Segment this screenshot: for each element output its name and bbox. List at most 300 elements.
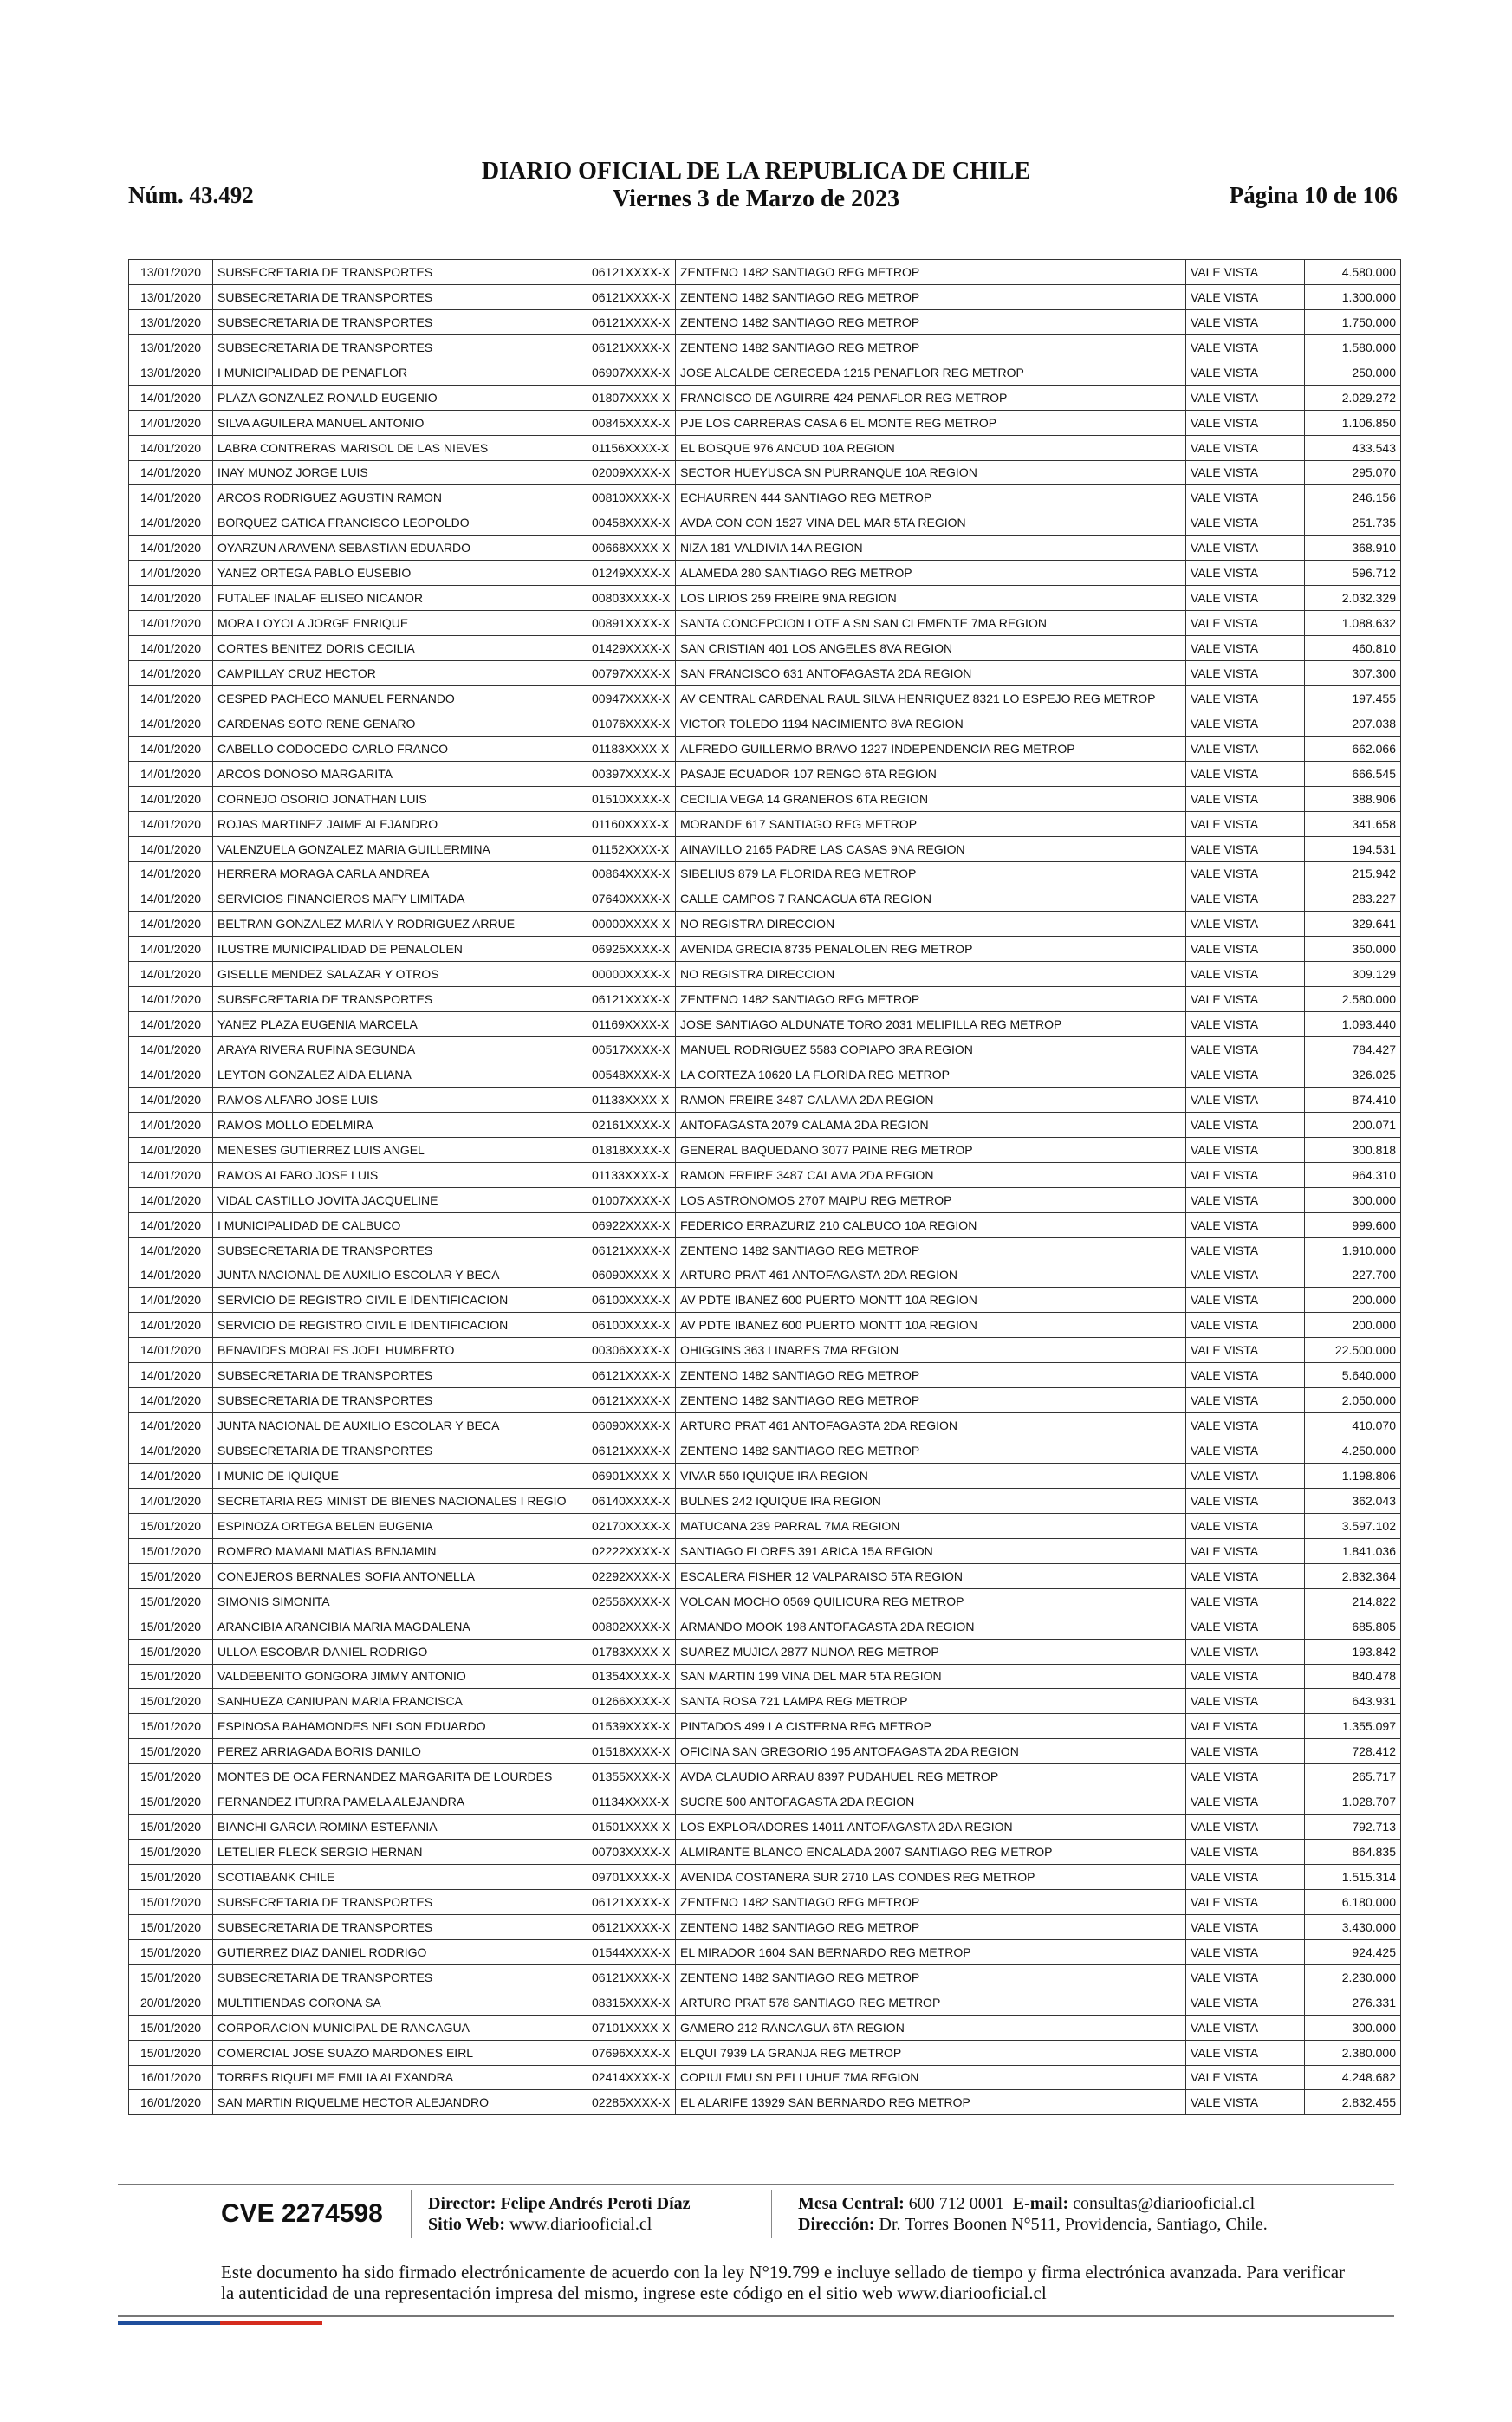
date-cell: 13/01/2020 xyxy=(129,260,213,285)
payment-type-cell: VALE VISTA xyxy=(1186,1764,1305,1789)
address-cell: ZENTENO 1482 SANTIAGO REG METROP xyxy=(676,1914,1186,1939)
table-row xyxy=(129,1037,1401,1062)
address-cell: ALAMEDA 280 SANTIAGO REG METROP xyxy=(676,561,1186,586)
beneficiary-cell: INAY MUNOZ JORGE LUIS xyxy=(213,460,587,485)
payment-type-cell: VALE VISTA xyxy=(1186,1964,1305,1990)
beneficiary-cell: ESPINOSA BAHAMONDES NELSON EDUARDO xyxy=(213,1714,587,1739)
address-cell: ELQUI 7939 LA GRANJA REG METROP xyxy=(676,2040,1186,2065)
address-cell: FRANCISCO DE AGUIRRE 424 PENAFLOR REG METROP xyxy=(676,385,1186,410)
beneficiary-cell: SILVA AGUILERA MANUEL ANTONIO xyxy=(213,410,587,435)
beneficiary-cell: SUBSECRETARIA DE TRANSPORTES xyxy=(213,284,587,309)
date-cell: 15/01/2020 xyxy=(129,1865,213,1890)
table-row xyxy=(129,836,1401,861)
rut-cell: 01510XXXX-X xyxy=(587,786,676,811)
payment-type-cell: VALE VISTA xyxy=(1186,485,1305,510)
director-label: Director: xyxy=(428,2194,496,2213)
rut-cell: 06121XXXX-X xyxy=(587,1363,676,1388)
beneficiary-cell: PEREZ ARRIAGADA BORIS DANILO xyxy=(213,1739,587,1764)
payment-type-cell: VALE VISTA xyxy=(1186,786,1305,811)
issue-number: Núm. 43.492 xyxy=(128,182,254,208)
date-cell: 15/01/2020 xyxy=(129,1964,213,1990)
payment-type-cell: VALE VISTA xyxy=(1186,1588,1305,1614)
date-cell: 15/01/2020 xyxy=(129,1538,213,1563)
date-cell: 14/01/2020 xyxy=(129,1087,213,1112)
amount-cell: 250.000 xyxy=(1305,360,1401,385)
beneficiary-cell: RAMOS ALFARO JOSE LUIS xyxy=(213,1087,587,1112)
date-cell: 14/01/2020 xyxy=(129,685,213,711)
rut-cell: 00891XXXX-X xyxy=(587,611,676,636)
address-cell: PJE LOS CARRERAS CASA 6 EL MONTE REG METROP xyxy=(676,410,1186,435)
payment-type-cell: VALE VISTA xyxy=(1186,861,1305,886)
rut-cell: 06090XXXX-X xyxy=(587,1413,676,1438)
beneficiary-cell: SUBSECRETARIA DE TRANSPORTES xyxy=(213,1889,587,1914)
rut-cell: 02222XXXX-X xyxy=(587,1538,676,1563)
address-cell: ECHAURREN 444 SANTIAGO REG METROP xyxy=(676,485,1186,510)
address-cell: ZENTENO 1482 SANTIAGO REG METROP xyxy=(676,1363,1186,1388)
payment-type-cell: VALE VISTA xyxy=(1186,1614,1305,1639)
date-cell: 14/01/2020 xyxy=(129,1413,213,1438)
table-row xyxy=(129,912,1401,937)
rut-cell: 00668XXXX-X xyxy=(587,536,676,561)
table-row xyxy=(129,1789,1401,1815)
amount-cell: 1.198.806 xyxy=(1305,1464,1401,1489)
phone-number: 600 712 0001 xyxy=(908,2194,1004,2213)
address-cell: ZENTENO 1482 SANTIAGO REG METROP xyxy=(676,309,1186,334)
address-cell: JOSE ALCALDE CERECEDA 1215 PENAFLOR REG METROP xyxy=(676,360,1186,385)
date-cell: 14/01/2020 xyxy=(129,1137,213,1162)
beneficiary-cell: SUBSECRETARIA DE TRANSPORTES xyxy=(213,1237,587,1263)
beneficiary-cell: ARAYA RIVERA RUFINA SEGUNDA xyxy=(213,1037,587,1062)
payment-type-cell: VALE VISTA xyxy=(1186,1363,1305,1388)
date-cell: 14/01/2020 xyxy=(129,987,213,1012)
table-row xyxy=(129,1513,1401,1538)
date-cell: 14/01/2020 xyxy=(129,836,213,861)
address-cell: AVDA CLAUDIO ARRAU 8397 PUDAHUEL REG METROP xyxy=(676,1764,1186,1789)
date-cell: 15/01/2020 xyxy=(129,1563,213,1588)
payment-type-cell: VALE VISTA xyxy=(1186,1187,1305,1212)
amount-cell: 265.717 xyxy=(1305,1764,1401,1789)
beneficiary-cell: CABELLO CODOCEDO CARLO FRANCO xyxy=(213,736,587,761)
date-cell: 14/01/2020 xyxy=(129,912,213,937)
table-row xyxy=(129,2015,1401,2040)
address-cell: CALLE CAMPOS 7 RANCAGUA 6TA REGION xyxy=(676,886,1186,912)
beneficiary-cell: LETELIER FLECK SERGIO HERNAN xyxy=(213,1840,587,1865)
date-cell: 14/01/2020 xyxy=(129,1288,213,1313)
beneficiary-cell: ULLOA ESCOBAR DANIEL RODRIGO xyxy=(213,1639,587,1664)
rut-cell: 01133XXXX-X xyxy=(587,1087,676,1112)
amount-cell: 410.070 xyxy=(1305,1413,1401,1438)
address-cell: MORANDE 617 SANTIAGO REG METROP xyxy=(676,811,1186,836)
amount-cell: 3.597.102 xyxy=(1305,1513,1401,1538)
beneficiary-cell: SUBSECRETARIA DE TRANSPORTES xyxy=(213,1914,587,1939)
payment-type-cell: VALE VISTA xyxy=(1186,2090,1305,2115)
rut-cell: 00797XXXX-X xyxy=(587,661,676,686)
table-row xyxy=(129,1012,1401,1037)
beneficiary-cell: SUBSECRETARIA DE TRANSPORTES xyxy=(213,309,587,334)
rut-cell: 00000XXXX-X xyxy=(587,912,676,937)
table-row xyxy=(129,811,1401,836)
beneficiary-cell: BORQUEZ GATICA FRANCISCO LEOPOLDO xyxy=(213,510,587,536)
rut-cell: 02292XXXX-X xyxy=(587,1563,676,1588)
table-row xyxy=(129,1563,1401,1588)
table-body xyxy=(129,260,1401,2115)
payment-type-cell: VALE VISTA xyxy=(1186,1815,1305,1840)
payment-type-cell: VALE VISTA xyxy=(1186,1689,1305,1714)
table-row xyxy=(129,1263,1401,1288)
date-cell: 14/01/2020 xyxy=(129,1187,213,1212)
address-cell: AV PDTE IBANEZ 600 PUERTO MONTT 10A REGION xyxy=(676,1313,1186,1338)
date-cell: 14/01/2020 xyxy=(129,1263,213,1288)
amount-cell: 4.248.682 xyxy=(1305,2065,1401,2090)
table-row xyxy=(129,1689,1401,1714)
beneficiary-cell: FERNANDEZ ITURRA PAMELA ALEJANDRA xyxy=(213,1789,587,1815)
website-link[interactable]: www.diariooficial.cl xyxy=(509,2215,652,2234)
address-cell: MATUCANA 239 PARRAL 7MA REGION xyxy=(676,1513,1186,1538)
payment-type-cell: VALE VISTA xyxy=(1186,1313,1305,1338)
amount-cell: 329.641 xyxy=(1305,912,1401,937)
beneficiary-cell: VALENZUELA GONZALEZ MARIA GUILLERMINA xyxy=(213,836,587,861)
beneficiary-cell: SERVICIO DE REGISTRO CIVIL E IDENTIFICACION xyxy=(213,1313,587,1338)
beneficiary-cell: OYARZUN ARAVENA SEBASTIAN EDUARDO xyxy=(213,536,587,561)
payment-type-cell: VALE VISTA xyxy=(1186,360,1305,385)
date-cell: 13/01/2020 xyxy=(129,360,213,385)
beneficiary-cell: BENAVIDES MORALES JOEL HUMBERTO xyxy=(213,1338,587,1363)
table-row xyxy=(129,1889,1401,1914)
beneficiary-cell: SECRETARIA REG MINIST DE BIENES NACIONALES I REGIO xyxy=(213,1488,587,1513)
rut-cell: 00845XXXX-X xyxy=(587,410,676,435)
publication-title: DIARIO OFICIAL DE LA REPUBLICA DE CHILE xyxy=(481,158,1031,185)
date-cell: 15/01/2020 xyxy=(129,2015,213,2040)
payment-type-cell: VALE VISTA xyxy=(1186,987,1305,1012)
rut-cell: 06925XXXX-X xyxy=(587,937,676,962)
payment-type-cell: VALE VISTA xyxy=(1186,385,1305,410)
table-row xyxy=(129,1764,1401,1789)
address-cell: EL ALARIFE 13929 SAN BERNARDO REG METROP xyxy=(676,2090,1186,2115)
table-row xyxy=(129,1062,1401,1088)
payment-type-cell: VALE VISTA xyxy=(1186,1563,1305,1588)
address-cell: ALFREDO GUILLERMO BRAVO 1227 INDEPENDENCIA REG METROP xyxy=(676,736,1186,761)
amount-cell: 460.810 xyxy=(1305,636,1401,661)
rut-cell: 06100XXXX-X xyxy=(587,1313,676,1338)
amount-cell: 4.250.000 xyxy=(1305,1438,1401,1464)
amount-cell: 200.071 xyxy=(1305,1112,1401,1137)
beneficiary-cell: ROJAS MARTINEZ JAIME ALEJANDRO xyxy=(213,811,587,836)
address-cell: LOS EXPLORADORES 14011 ANTOFAGASTA 2DA REGION xyxy=(676,1815,1186,1840)
table-row xyxy=(129,385,1401,410)
rut-cell: 01249XXXX-X xyxy=(587,561,676,586)
date-cell: 14/01/2020 xyxy=(129,561,213,586)
table-row xyxy=(129,1237,1401,1263)
address-cell: ARTURO PRAT 578 SANTIAGO REG METROP xyxy=(676,1990,1186,2015)
amount-cell: 924.425 xyxy=(1305,1939,1401,1964)
table-row xyxy=(129,2065,1401,2090)
payment-type-cell: VALE VISTA xyxy=(1186,1840,1305,1865)
payment-type-cell: VALE VISTA xyxy=(1186,1388,1305,1413)
address-cell: COPIULEMU SN PELLUHUE 7MA REGION xyxy=(676,2065,1186,2090)
date-cell: 15/01/2020 xyxy=(129,1815,213,1840)
phone-label: Mesa Central: xyxy=(798,2194,905,2213)
table-row xyxy=(129,510,1401,536)
rut-cell: 06090XXXX-X xyxy=(587,1263,676,1288)
amount-cell: 596.712 xyxy=(1305,561,1401,586)
amount-cell: 215.942 xyxy=(1305,861,1401,886)
amount-cell: 5.640.000 xyxy=(1305,1363,1401,1388)
address-cell: SUCRE 500 ANTOFAGASTA 2DA REGION xyxy=(676,1789,1186,1815)
payment-type-cell: VALE VISTA xyxy=(1186,1438,1305,1464)
table-row xyxy=(129,886,1401,912)
payment-type-cell: VALE VISTA xyxy=(1186,1990,1305,2015)
address-cell: AVDA CON CON 1527 VINA DEL MAR 5TA REGION xyxy=(676,510,1186,536)
payment-type-cell: VALE VISTA xyxy=(1186,1413,1305,1438)
date-cell: 14/01/2020 xyxy=(129,460,213,485)
amount-cell: 197.455 xyxy=(1305,685,1401,711)
beneficiary-cell: I MUNICIPALIDAD DE CALBUCO xyxy=(213,1212,587,1237)
payment-type-cell: VALE VISTA xyxy=(1186,1464,1305,1489)
date-cell: 14/01/2020 xyxy=(129,1488,213,1513)
amount-cell: 1.515.314 xyxy=(1305,1865,1401,1890)
amount-cell: 840.478 xyxy=(1305,1664,1401,1689)
table-row xyxy=(129,736,1401,761)
date-cell: 14/01/2020 xyxy=(129,1012,213,1037)
address-cell: SAN CRISTIAN 401 LOS ANGELES 8VA REGION xyxy=(676,636,1186,661)
date-cell: 16/01/2020 xyxy=(129,2090,213,2115)
date-cell: 15/01/2020 xyxy=(129,1588,213,1614)
address-cell: RAMON FREIRE 3487 CALAMA 2DA REGION xyxy=(676,1087,1186,1112)
payment-type-cell: VALE VISTA xyxy=(1186,761,1305,786)
payment-type-cell: VALE VISTA xyxy=(1186,937,1305,962)
payment-type-cell: VALE VISTA xyxy=(1186,586,1305,611)
rut-cell: 01134XXXX-X xyxy=(587,1789,676,1815)
beneficiary-cell: SUBSECRETARIA DE TRANSPORTES xyxy=(213,334,587,360)
date-cell: 14/01/2020 xyxy=(129,410,213,435)
date-cell: 14/01/2020 xyxy=(129,761,213,786)
table-row xyxy=(129,711,1401,736)
rut-cell: 02009XXXX-X xyxy=(587,460,676,485)
payment-type-cell: VALE VISTA xyxy=(1186,1914,1305,1939)
rut-cell: 02285XXXX-X xyxy=(587,2090,676,2115)
amount-cell: 300.818 xyxy=(1305,1137,1401,1162)
address-cell: NO REGISTRA DIRECCION xyxy=(676,912,1186,937)
amount-cell: 685.805 xyxy=(1305,1614,1401,1639)
amount-cell: 200.000 xyxy=(1305,1288,1401,1313)
amount-cell: 1.910.000 xyxy=(1305,1237,1401,1263)
table-row xyxy=(129,2040,1401,2065)
address-cell: ARMANDO MOOK 198 ANTOFAGASTA 2DA REGION xyxy=(676,1614,1186,1639)
amount-cell: 2.032.329 xyxy=(1305,586,1401,611)
table-row xyxy=(129,334,1401,360)
payment-type-cell: VALE VISTA xyxy=(1186,1087,1305,1112)
date-cell: 15/01/2020 xyxy=(129,1939,213,1964)
payment-type-cell: VALE VISTA xyxy=(1186,1338,1305,1363)
amount-cell: 2.580.000 xyxy=(1305,987,1401,1012)
beneficiary-cell: PLAZA GONZALEZ RONALD EUGENIO xyxy=(213,385,587,410)
date-cell: 14/01/2020 xyxy=(129,786,213,811)
date-cell: 14/01/2020 xyxy=(129,661,213,686)
table-row xyxy=(129,661,1401,686)
table-row xyxy=(129,561,1401,586)
rut-cell: 00458XXXX-X xyxy=(587,510,676,536)
beneficiary-cell: SUBSECRETARIA DE TRANSPORTES xyxy=(213,1388,587,1413)
payment-type-cell: VALE VISTA xyxy=(1186,334,1305,360)
amount-cell: 999.600 xyxy=(1305,1212,1401,1237)
rut-cell: 01355XXXX-X xyxy=(587,1764,676,1789)
table-row xyxy=(129,360,1401,385)
address-cell: SECTOR HUEYUSCA SN PURRANQUE 10A REGION xyxy=(676,460,1186,485)
payment-type-cell: VALE VISTA xyxy=(1186,1714,1305,1739)
date-cell: 14/01/2020 xyxy=(129,861,213,886)
beneficiary-cell: ILUSTRE MUNICIPALIDAD DE PENALOLEN xyxy=(213,937,587,962)
payment-type-cell: VALE VISTA xyxy=(1186,1639,1305,1664)
table-row xyxy=(129,309,1401,334)
address-cell: LA CORTEZA 10620 LA FLORIDA REG METROP xyxy=(676,1062,1186,1088)
table-row xyxy=(129,1588,1401,1614)
rut-cell: 01007XXXX-X xyxy=(587,1187,676,1212)
email-link[interactable]: consultas@diariooficial.cl xyxy=(1073,2194,1256,2213)
beneficiary-cell: JUNTA NACIONAL DE AUXILIO ESCOLAR Y BECA xyxy=(213,1413,587,1438)
amount-cell: 227.700 xyxy=(1305,1263,1401,1288)
beneficiary-cell: ESPINOZA ORTEGA BELEN EUGENIA xyxy=(213,1513,587,1538)
payment-type-cell: VALE VISTA xyxy=(1186,685,1305,711)
flag-stripe-blue xyxy=(118,2321,220,2325)
amount-cell: 341.658 xyxy=(1305,811,1401,836)
payment-type-cell: VALE VISTA xyxy=(1186,1889,1305,1914)
amount-cell: 2.380.000 xyxy=(1305,2040,1401,2065)
date-cell: 14/01/2020 xyxy=(129,1363,213,1388)
address-cell: ANTOFAGASTA 2079 CALAMA 2DA REGION xyxy=(676,1112,1186,1137)
amount-cell: 200.000 xyxy=(1305,1313,1401,1338)
payment-type-cell: VALE VISTA xyxy=(1186,1012,1305,1037)
address-cell: ZENTENO 1482 SANTIAGO REG METROP xyxy=(676,1438,1186,1464)
rut-cell: 00548XXXX-X xyxy=(587,1062,676,1088)
rut-cell: 01169XXXX-X xyxy=(587,1012,676,1037)
rut-cell: 00864XXXX-X xyxy=(587,861,676,886)
address-cell: ZENTENO 1482 SANTIAGO REG METROP xyxy=(676,260,1186,285)
table-row xyxy=(129,1939,1401,1964)
amount-cell: 2.832.364 xyxy=(1305,1563,1401,1588)
email-label: E-mail: xyxy=(1012,2194,1069,2213)
payment-type-cell: VALE VISTA xyxy=(1186,1137,1305,1162)
table-row xyxy=(129,1538,1401,1563)
amount-cell: 300.000 xyxy=(1305,1187,1401,1212)
footer-bottom-rule xyxy=(118,2315,1394,2317)
beneficiary-cell: VALDEBENITO GONGORA JIMMY ANTONIO xyxy=(213,1664,587,1689)
rut-cell: 00306XXXX-X xyxy=(587,1338,676,1363)
payment-type-cell: VALE VISTA xyxy=(1186,260,1305,285)
address-cell: SANTA CONCEPCION LOTE A SN SAN CLEMENTE 7MA REGION xyxy=(676,611,1186,636)
date-cell: 14/01/2020 xyxy=(129,1112,213,1137)
payment-type-cell: VALE VISTA xyxy=(1186,410,1305,435)
address-cell: GAMERO 212 RANCAGUA 6TA REGION xyxy=(676,2015,1186,2040)
date-cell: 14/01/2020 xyxy=(129,485,213,510)
payment-type-cell: VALE VISTA xyxy=(1186,1538,1305,1563)
amount-cell: 1.355.097 xyxy=(1305,1714,1401,1739)
beneficiary-cell: SAN MARTIN RIQUELME HECTOR ALEJANDRO xyxy=(213,2090,587,2115)
table-row xyxy=(129,861,1401,886)
date-cell: 14/01/2020 xyxy=(129,711,213,736)
beneficiary-cell: I MUNIC DE IQUIQUE xyxy=(213,1464,587,1489)
date-cell: 15/01/2020 xyxy=(129,2040,213,2065)
table-row xyxy=(129,536,1401,561)
date-cell: 14/01/2020 xyxy=(129,1062,213,1088)
address-line xyxy=(798,2215,1268,2235)
rut-cell: 06121XXXX-X xyxy=(587,334,676,360)
rut-cell: 01783XXXX-X xyxy=(587,1639,676,1664)
rut-cell: 06907XXXX-X xyxy=(587,360,676,385)
payment-type-cell: VALE VISTA xyxy=(1186,1488,1305,1513)
address-cell: ZENTENO 1482 SANTIAGO REG METROP xyxy=(676,334,1186,360)
address-cell: AINAVILLO 2165 PADRE LAS CASAS 9NA REGION xyxy=(676,836,1186,861)
date-cell: 14/01/2020 xyxy=(129,611,213,636)
beneficiary-cell: LABRA CONTRERAS MARISOL DE LAS NIEVES xyxy=(213,435,587,460)
amount-cell: 246.156 xyxy=(1305,485,1401,510)
address-cell: ZENTENO 1482 SANTIAGO REG METROP xyxy=(676,1889,1186,1914)
address-cell: FEDERICO ERRAZURIZ 210 CALBUCO 10A REGION xyxy=(676,1212,1186,1237)
page-number: Página 10 de 106 xyxy=(1229,182,1398,208)
address-cell: JOSE SANTIAGO ALDUNATE TORO 2031 MELIPILLA REG METROP xyxy=(676,1012,1186,1037)
address-cell: SAN FRANCISCO 631 ANTOFAGASTA 2DA REGION xyxy=(676,661,1186,686)
amount-cell: 194.531 xyxy=(1305,836,1401,861)
date-cell: 15/01/2020 xyxy=(129,1889,213,1914)
address-cell: LOS LIRIOS 259 FREIRE 9NA REGION xyxy=(676,586,1186,611)
beneficiary-cell: ARANCIBIA ARANCIBIA MARIA MAGDALENA xyxy=(213,1614,587,1639)
address-cell: EL MIRADOR 1604 SAN BERNARDO REG METROP xyxy=(676,1939,1186,1964)
address-cell: ZENTENO 1482 SANTIAGO REG METROP xyxy=(676,1237,1186,1263)
amount-cell: 309.129 xyxy=(1305,962,1401,987)
date-cell: 15/01/2020 xyxy=(129,1513,213,1538)
date-cell: 14/01/2020 xyxy=(129,1162,213,1187)
date-cell: 14/01/2020 xyxy=(129,886,213,912)
beneficiary-cell: SUBSECRETARIA DE TRANSPORTES xyxy=(213,1964,587,1990)
footer-top-rule xyxy=(118,2184,1394,2185)
date-cell: 14/01/2020 xyxy=(129,586,213,611)
payments-table xyxy=(128,259,1401,2115)
amount-cell: 874.410 xyxy=(1305,1087,1401,1112)
table-row xyxy=(129,410,1401,435)
date-cell: 14/01/2020 xyxy=(129,811,213,836)
address-cell: ARTURO PRAT 461 ANTOFAGASTA 2DA REGION xyxy=(676,1413,1186,1438)
rut-cell: 06121XXXX-X xyxy=(587,309,676,334)
payment-type-cell: VALE VISTA xyxy=(1186,2040,1305,2065)
beneficiary-cell: COMERCIAL JOSE SUAZO MARDONES EIRL xyxy=(213,2040,587,2065)
payment-type-cell: VALE VISTA xyxy=(1186,661,1305,686)
address-cell: VIVAR 550 IQUIQUE IRA REGION xyxy=(676,1464,1186,1489)
payment-type-cell: VALE VISTA xyxy=(1186,1162,1305,1187)
table-row xyxy=(129,685,1401,711)
table-row xyxy=(129,937,1401,962)
table-row xyxy=(129,1438,1401,1464)
beneficiary-cell: ARCOS RODRIGUEZ AGUSTIN RAMON xyxy=(213,485,587,510)
rut-cell: 06121XXXX-X xyxy=(587,1388,676,1413)
rut-cell: 01266XXXX-X xyxy=(587,1689,676,1714)
address-cell: ZENTENO 1482 SANTIAGO REG METROP xyxy=(676,284,1186,309)
table-row xyxy=(129,1162,1401,1187)
date-cell: 16/01/2020 xyxy=(129,2065,213,2090)
address-value: Dr. Torres Boonen N°511, Providencia, Santiago, Chile. xyxy=(879,2215,1268,2234)
payment-type-cell: VALE VISTA xyxy=(1186,1789,1305,1815)
payment-type-cell: VALE VISTA xyxy=(1186,460,1305,485)
amount-cell: 388.906 xyxy=(1305,786,1401,811)
beneficiary-cell: I MUNICIPALIDAD DE PENAFLOR xyxy=(213,360,587,385)
table-row xyxy=(129,1840,1401,1865)
amount-cell: 6.180.000 xyxy=(1305,1889,1401,1914)
beneficiary-cell: SUBSECRETARIA DE TRANSPORTES xyxy=(213,260,587,285)
address-cell: GENERAL BAQUEDANO 3077 PAINE REG METROP xyxy=(676,1137,1186,1162)
payment-type-cell: VALE VISTA xyxy=(1186,435,1305,460)
address-cell: SAN MARTIN 199 VINA DEL MAR 5TA REGION xyxy=(676,1664,1186,1689)
table-row xyxy=(129,962,1401,987)
amount-cell: 728.412 xyxy=(1305,1739,1401,1764)
table-row xyxy=(129,1338,1401,1363)
